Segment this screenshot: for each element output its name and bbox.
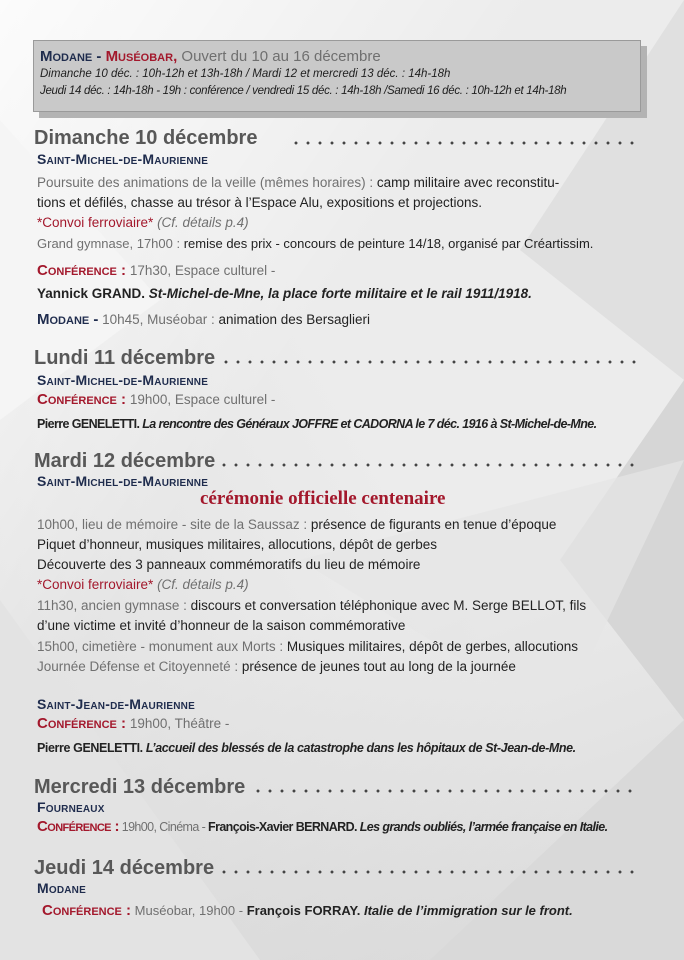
conference-label: Conférence : [37, 262, 127, 279]
place-heading: Saint-Michel-de-Maurienne [37, 473, 209, 489]
dotted-rule [218, 870, 640, 874]
museobar-title [40, 48, 634, 66]
conference-label: Conférence : [37, 818, 119, 835]
museobar-town: Modane - [40, 48, 102, 65]
text-line: 11h30, ancien gymnase : discours et conversation téléphonique avec M. Serge BELLOT, fils [37, 598, 587, 613]
dotted-rule [252, 789, 640, 793]
text-line: d’une victime et invité d’honneur de la saison commémorative [37, 618, 406, 633]
place-heading: Modane [37, 880, 86, 896]
museobar-info-box [33, 40, 641, 112]
text-line: tions et défilés, chasse au trésor à l’Espace Alu, expositions et projections. [37, 195, 482, 210]
conference-label: Conférence : [42, 902, 132, 919]
text-line: 15h00, cimetière - monument aux Morts : Musiques militaires, dépôt de gerbes, allocutions [37, 639, 579, 654]
convoi-line: *Convoi ferroviaire* (Cf. détails p.4) [37, 215, 249, 230]
conference-label: Conférence : [37, 391, 127, 408]
dotted-rule [290, 141, 640, 145]
modane-line: Modane - 10h45, Muséobar : animation des Bersaglieri [37, 311, 371, 328]
text-line: Découverte des 3 panneaux commémoratifs du lieu de mémoire [37, 557, 421, 572]
day-heading-thursday: Jeudi 14 décembre [34, 857, 215, 879]
conference-talk: Yannick GRAND. St-Michel-de-Mne, la place forte militaire et le rail 1911/1918. [37, 286, 532, 301]
ceremony-heading: cérémonie officielle centenaire [200, 488, 446, 509]
day-heading-tuesday: Mardi 12 décembre [34, 450, 216, 472]
dotted-rule [220, 360, 640, 364]
conference-talk: Pierre GENELETTI. L’accueil des blessés de la catastrophe dans les hôpitaux de St-Jean-de-Mne. [37, 741, 576, 755]
conference-line: Conférence : Muséobar, 19h00 - François FORRAY. Italie de l’immigration sur le front. [42, 902, 573, 919]
place-heading: Saint-Jean-de-Maurienne [37, 696, 195, 712]
conference-line: Conférence : 19h00, Théâtre - [37, 715, 230, 732]
place-heading: Saint-Michel-de-Maurienne [37, 372, 209, 388]
place-heading: Fourneaux [37, 799, 105, 815]
day-heading-wednesday: Mercredi 13 décembre [34, 776, 246, 798]
convoi-line: *Convoi ferroviaire* (Cf. détails p.4) [37, 577, 249, 592]
conference-line: Conférence : 19h00, Espace culturel - [37, 391, 276, 408]
text-line: Piquet d’honneur, musiques militaires, allocutions, dépôt de gerbes [37, 537, 437, 552]
museobar-opening: Ouvert du 10 au 16 décembre [181, 48, 381, 65]
text-line: 10h00, lieu de mémoire - site de la Saussaz : présence de figurants en tenue d’époque [37, 517, 557, 532]
museobar-hours-1: Dimanche 10 déc. : 10h-12h et 13h-18h / Mardi 12 et mercredi 13 déc. : 14h-18h [40, 68, 451, 80]
conference-label: Conférence : [37, 715, 127, 732]
conference-line: Conférence : 17h30, Espace culturel - [37, 262, 276, 279]
text-line: Journée Défense et Citoyenneté : présence de jeunes tout au long de la journée [37, 659, 516, 674]
museobar-hours-2: Jeudi 14 déc. : 14h-18h - 19h : conférence / vendredi 15 déc. : 14h-18h /Samedi 16 déc. : 10h-12h et 14h-18h [40, 85, 567, 97]
place-heading: Saint-Michel-de-Maurienne [37, 151, 209, 167]
conference-line: Conférence : 19h00, Cinéma - François-Xavier BERNARD. Les grands oubliés, l’armée française en Italie. [37, 818, 608, 835]
conference-talk: Pierre GENELETTI. La rencontre des Généraux JOFFRE et CADORNA le 7 déc. 1916 à St-Michel-de-Mne. [37, 417, 597, 431]
museobar-name: Muséobar, [105, 48, 178, 65]
text-line: Grand gymnase, 17h00 : remise des prix - concours de peinture 14/18, organisé par Créartissim. [37, 236, 594, 251]
dotted-rule [218, 463, 640, 467]
day-heading-sunday: Dimanche 10 décembre [34, 127, 258, 149]
day-heading-monday: Lundi 11 décembre [34, 347, 216, 369]
text-line: Poursuite des animations de la veille (mêmes horaires) : camp militaire avec reconstitu- [37, 175, 560, 190]
